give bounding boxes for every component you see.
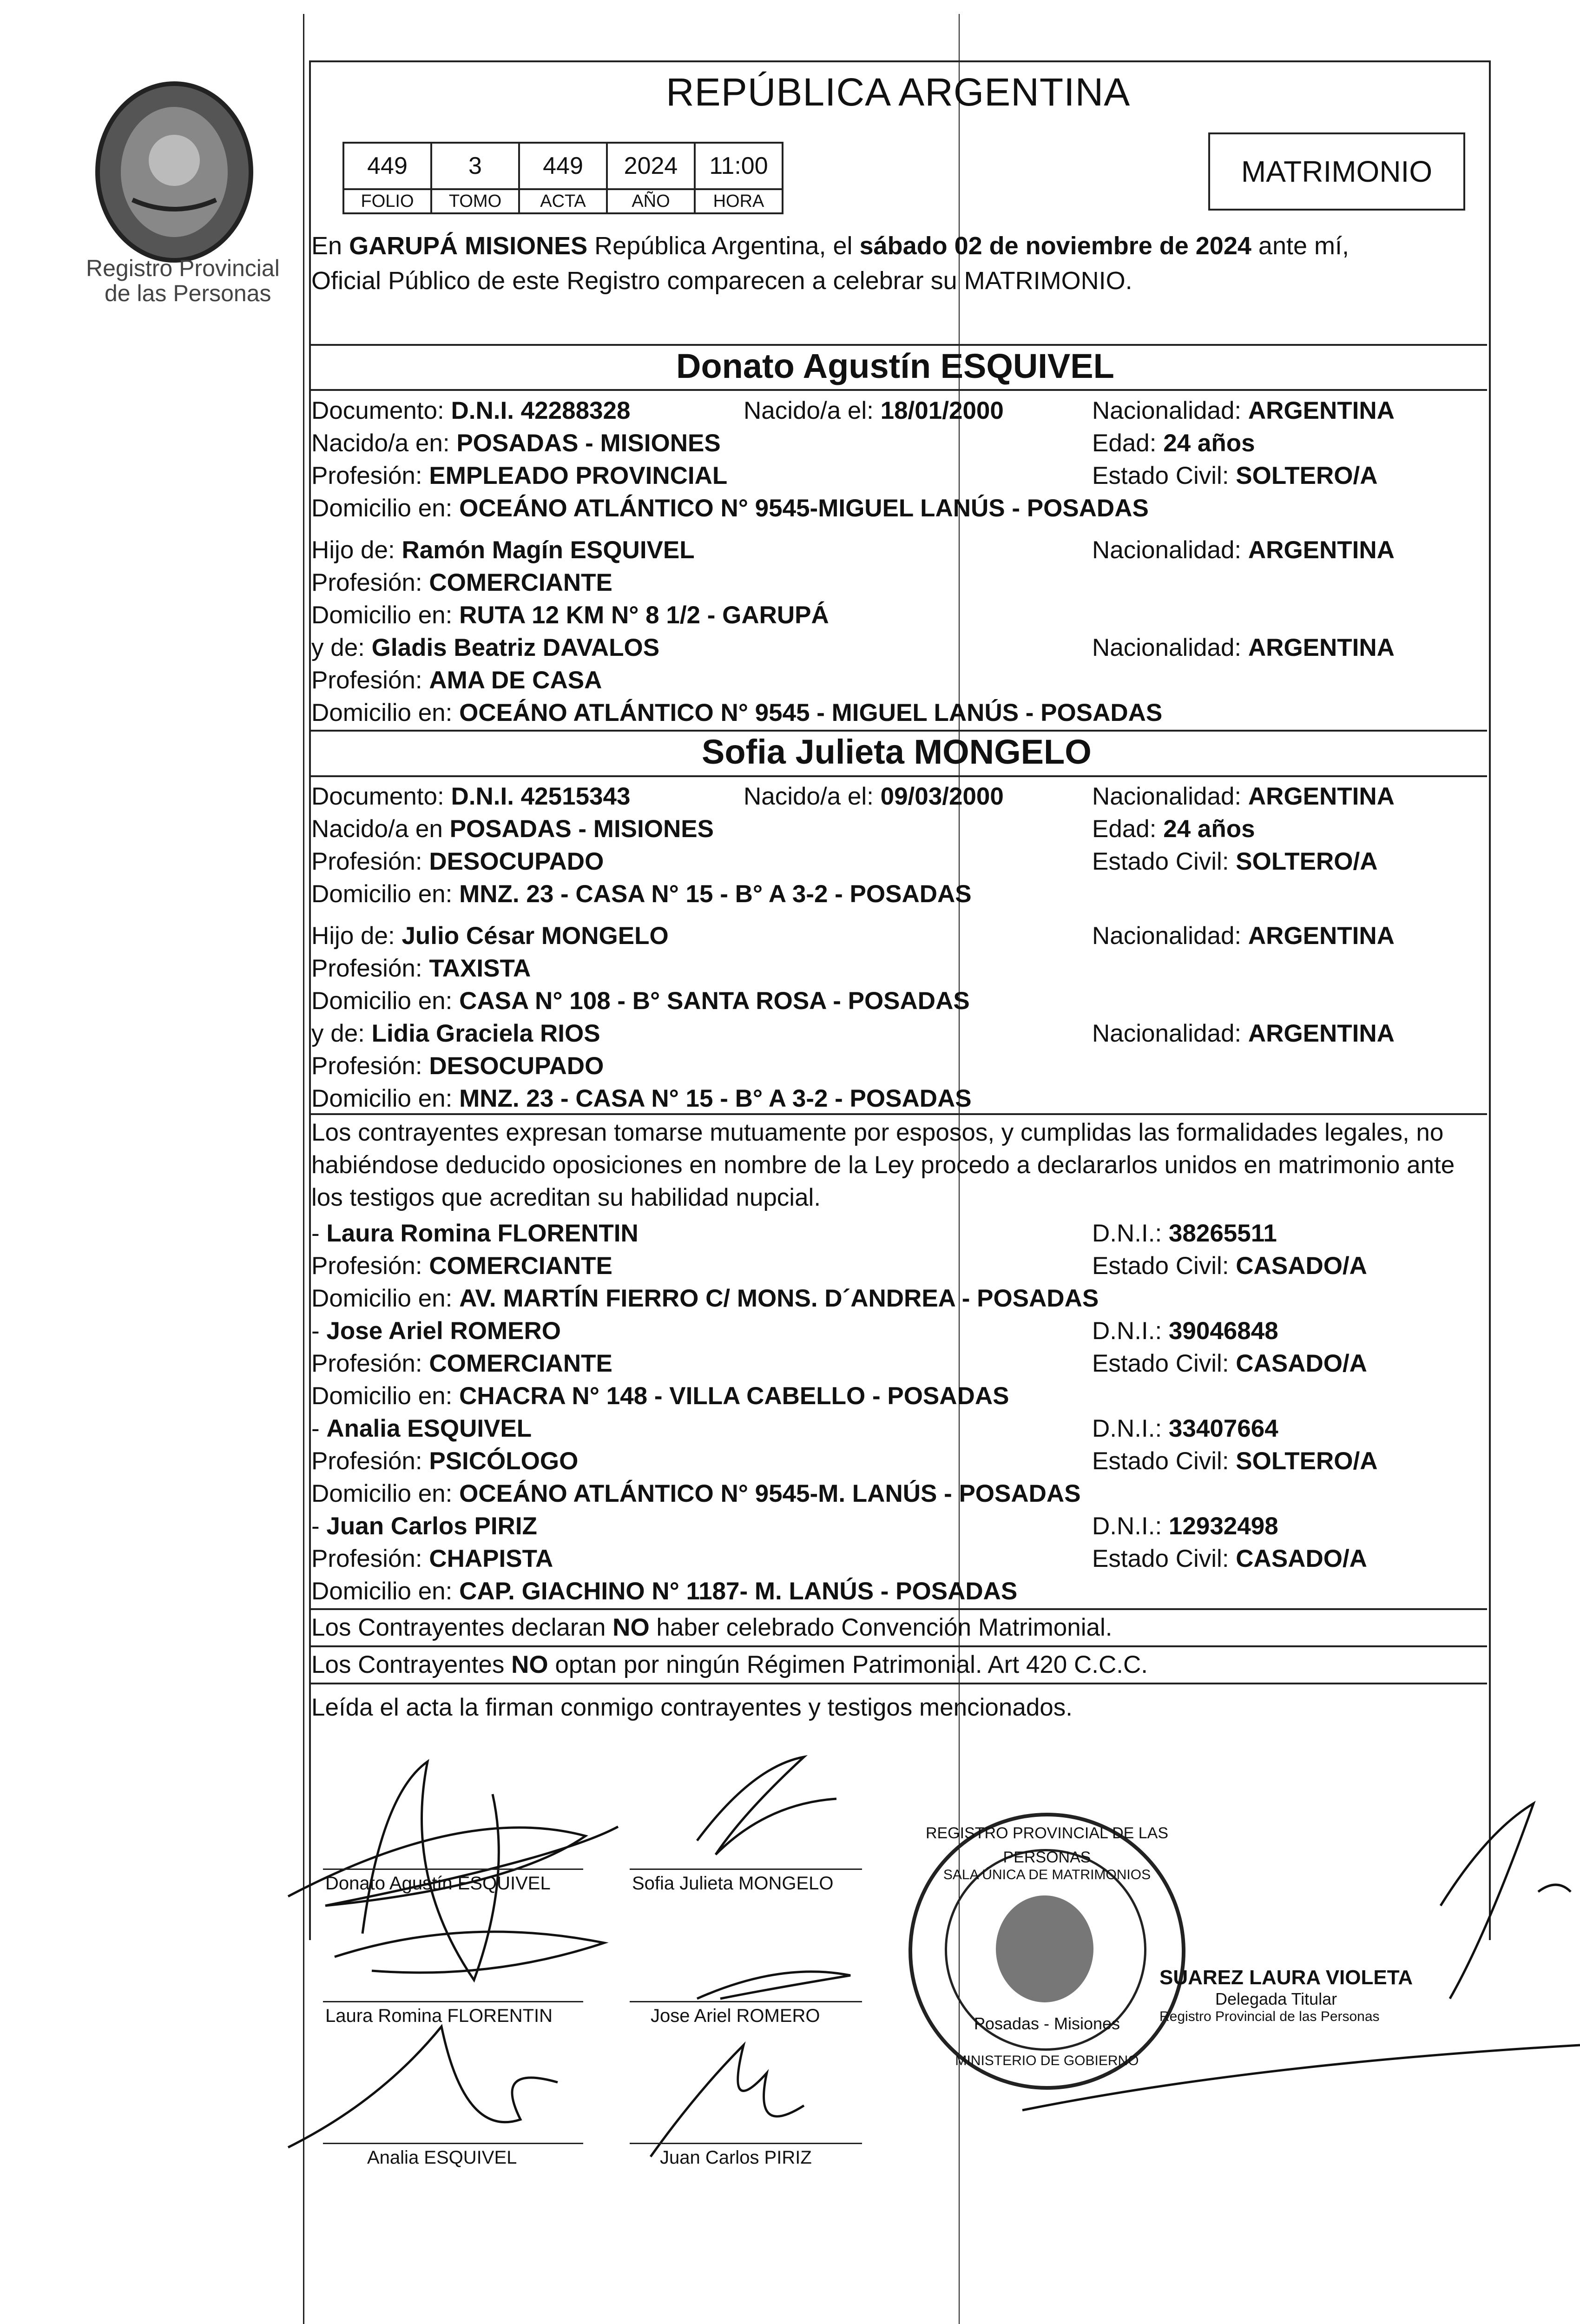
label: Nacionalidad: (1092, 922, 1248, 950)
official-seal (908, 1813, 1185, 2090)
witness-1-civil (1092, 1250, 1367, 1282)
logo-caption-1: Registro Provincial (86, 255, 280, 281)
registry-table (342, 142, 783, 214)
value: Analia ESQUIVEL (326, 1415, 532, 1442)
witness-1-addr (311, 1283, 1099, 1314)
value: CHAPISTA (429, 1545, 553, 1572)
dash: - (311, 1415, 327, 1442)
value: AMA DE CASA (429, 667, 602, 694)
value: POSADAS - MISIONES (456, 429, 721, 457)
intro-text: ante mí, (1251, 232, 1349, 260)
label: Nacido/a en: (311, 429, 457, 457)
groom-mother-nat (1092, 632, 1395, 664)
intro-text: En (311, 232, 349, 260)
value: ARGENTINA (1248, 783, 1395, 810)
value: CASADO/A (1236, 1350, 1367, 1377)
groom-birthplace (311, 428, 721, 459)
section-divider (309, 1113, 1487, 1115)
groom-mother (311, 632, 659, 664)
witness-2-addr (311, 1380, 1009, 1412)
label: Nacionalidad: (1092, 634, 1248, 661)
witness-4-addr (311, 1576, 1017, 1607)
signature-line (323, 2001, 583, 2002)
value: 33407664 (1168, 1415, 1278, 1442)
text: Los Contrayentes declaran (311, 1614, 613, 1641)
groom-born (744, 395, 1004, 427)
officer-stamp (1159, 1966, 1462, 2025)
groom-mother-addr (311, 697, 1162, 729)
value: POSADAS - MISIONES (449, 815, 714, 843)
witness-4-prof (311, 1543, 553, 1575)
value: RUTA 12 KM N° 8 1/2 - GARUPÁ (459, 601, 829, 629)
bride-father-nat (1092, 920, 1395, 952)
seal-inner-text: SALA ÚNICA DE MATRIMONIOS (943, 1867, 1151, 1882)
signature-caption-witness-4: Juan Carlos PIRIZ (660, 2147, 812, 2168)
label: Nacido/a en (311, 815, 450, 843)
intro-text: República Argentina, el (587, 232, 860, 260)
label: Profesión: (311, 1252, 429, 1280)
label: Estado Civil: (1092, 1447, 1236, 1475)
label: Domicilio en: (311, 495, 460, 522)
registry-logo (86, 79, 280, 321)
dash: - (311, 1317, 327, 1345)
value: OCEÁNO ATLÁNTICO N° 9545-M. LANÚS - POSADAS (459, 1480, 1081, 1507)
intro-date: sábado 02 de noviembre de 2024 (859, 232, 1251, 260)
signature-line (630, 1868, 862, 1870)
seal-bottom-text: Posadas - Misiones (974, 2014, 1120, 2033)
witness-2-prof (311, 1348, 612, 1380)
text-bold: NO (511, 1651, 548, 1678)
bride-age (1092, 813, 1255, 845)
value: D.N.I. 42288328 (451, 397, 631, 424)
value: CASA N° 108 - B° SANTA ROSA - POSADAS (459, 987, 970, 1015)
officer-title: Delegada Titular (1215, 1989, 1337, 2008)
value: TAXISTA (429, 955, 531, 982)
hora-value: 11:00 (695, 143, 783, 189)
tomo-label: TOMO (431, 189, 519, 213)
label: Profesión: (311, 1052, 429, 1080)
groom-father-addr (311, 600, 829, 631)
text-bold: NO (612, 1614, 650, 1641)
label: Nacido/a el: (744, 783, 881, 810)
signature-caption-groom: Donato Agustín ESQUIVEL (325, 1873, 551, 1894)
value: Laura Romina FLORENTIN (326, 1220, 639, 1247)
value: CHACRA N° 148 - VILLA CABELLO - POSADAS (459, 1382, 1009, 1410)
witness-2-name (311, 1315, 561, 1347)
declaration-line-2: habiéndose deducido oposiciones en nombre de la Ley procedo a declararlos unidos en matrimonio ante (311, 1151, 1455, 1179)
bride-profession (311, 846, 604, 878)
groom-father-prof (311, 567, 612, 599)
signature-caption-witness-3: Analia ESQUIVEL (367, 2147, 517, 2168)
label: Profesión: (311, 667, 429, 694)
bride-mother-addr (311, 1083, 972, 1115)
section-divider (309, 344, 1487, 346)
bride-father (311, 920, 669, 952)
label: Domicilio en: (311, 1578, 460, 1605)
bride-nationality (1092, 781, 1395, 812)
label: Edad: (1092, 815, 1164, 843)
value: CASADO/A (1236, 1252, 1367, 1280)
groom-age (1092, 428, 1255, 459)
officer-office: Registro Provincial de las Personas (1159, 2009, 1380, 2024)
value: DESOCUPADO (429, 848, 604, 875)
label: Documento: (311, 397, 451, 424)
value: ARGENTINA (1248, 397, 1395, 424)
value: D.N.I. 42515343 (451, 783, 631, 810)
groom-nationality (1092, 395, 1395, 427)
groom-profession (311, 460, 727, 492)
groom-doc (311, 395, 630, 427)
value: COMERCIANTE (429, 1350, 612, 1377)
witness-1-dni (1092, 1218, 1277, 1249)
label: Profesión: (311, 1447, 429, 1475)
section-divider (309, 1645, 1487, 1647)
declaration-line-3: los testigos que acreditan su habilidad nupcial. (311, 1184, 821, 1211)
record-type-box: MATRIMONIO (1208, 132, 1465, 211)
label: Domicilio en: (311, 601, 460, 629)
bride-birthplace (311, 813, 714, 845)
label: Estado Civil: (1092, 1350, 1236, 1377)
label: D.N.I.: (1092, 1220, 1169, 1247)
value: AV. MARTÍN FIERRO C/ MONS. D´ANDREA - POSADAS (459, 1285, 1099, 1312)
label: Domicilio en: (311, 987, 460, 1015)
label: Profesión: (311, 1350, 429, 1377)
section-divider (309, 1608, 1487, 1610)
label: Profesión: (311, 1545, 429, 1572)
witness-1-prof (311, 1250, 612, 1282)
value: PSICÓLOGO (429, 1447, 579, 1475)
groom-civil (1092, 460, 1378, 492)
section-divider (309, 730, 1487, 732)
label: Estado Civil: (1092, 462, 1236, 489)
label: Domicilio en: (311, 699, 460, 726)
label: D.N.I.: (1092, 1415, 1169, 1442)
bride-address (311, 878, 972, 910)
signature-line (630, 2001, 862, 2002)
groom-father (311, 535, 695, 566)
value: CASADO/A (1236, 1545, 1367, 1572)
witness-3-addr (311, 1478, 1081, 1510)
folio-label: FOLIO (343, 189, 431, 213)
signature-line (323, 1868, 583, 1870)
label: Estado Civil: (1092, 848, 1236, 875)
value: EMPLEADO PROVINCIAL (429, 462, 728, 489)
value: Julio César MONGELO (402, 922, 669, 950)
convention-line-2 (311, 1649, 1148, 1681)
signature-line (630, 2143, 862, 2144)
convention-line-1 (311, 1612, 1112, 1644)
bride-civil (1092, 846, 1378, 878)
dash: - (311, 1220, 327, 1247)
folio-value: 449 (343, 143, 431, 189)
groom-mother-prof (311, 665, 602, 696)
label: Profesión: (311, 569, 429, 596)
value: SOLTERO/A (1236, 848, 1378, 875)
signature-caption-witness-1: Laura Romina FLORENTIN (325, 2006, 553, 2026)
tomo-value: 3 (431, 143, 519, 189)
groom-address (311, 493, 1149, 524)
label: Domicilio en: (311, 880, 460, 908)
value: ARGENTINA (1248, 1020, 1395, 1047)
logo-caption-2: de las Personas (105, 280, 271, 306)
label: D.N.I.: (1092, 1317, 1169, 1345)
label: Nacionalidad: (1092, 397, 1248, 424)
groom-father-nat (1092, 535, 1395, 566)
witness-4-dni (1092, 1511, 1278, 1542)
value: MNZ. 23 - CASA N° 15 - B° A 3-2 - POSADAS (459, 1085, 972, 1112)
witness-4-name (311, 1511, 537, 1542)
value: Gladis Beatriz DAVALOS (371, 634, 660, 661)
value: MNZ. 23 - CASA N° 15 - B° A 3-2 - POSADAS (459, 880, 972, 908)
label: Domicilio en: (311, 1480, 460, 1507)
intro-line-2: Oficial Público de este Registro comparecen a celebrar su MATRIMONIO. (311, 267, 1132, 295)
label: Domicilio en: (311, 1382, 460, 1410)
witness-3-dni (1092, 1413, 1278, 1445)
label: Hijo de: (311, 922, 402, 950)
label: Hijo de: (311, 536, 402, 564)
label: y de: (311, 1020, 372, 1047)
bride-father-addr (311, 985, 970, 1017)
witness-3-prof (311, 1446, 578, 1477)
witness-2-civil (1092, 1348, 1367, 1380)
label: Estado Civil: (1092, 1252, 1236, 1280)
text: haber celebrado Convención Matrimonial. (649, 1614, 1113, 1641)
label: Domicilio en: (311, 1085, 460, 1112)
label: y de: (311, 634, 372, 661)
bride-name: Sofia Julieta MONGELO (702, 733, 1092, 771)
value: 09/03/2000 (880, 783, 1004, 810)
acta-value: 449 (519, 143, 607, 189)
value: ARGENTINA (1248, 536, 1395, 564)
text: optan por ningún Régimen Patrimonial. Art 420 C.C.C. (548, 1651, 1148, 1678)
anio-value: 2024 (607, 143, 695, 189)
value: 18/01/2000 (880, 397, 1004, 424)
declaration-line-1: Los contrayentes expresan tomarse mutuamente por esposos, y cumplidas las formalidades legales, no (311, 1119, 1444, 1146)
value: 24 años (1163, 429, 1255, 457)
value: SOLTERO/A (1236, 462, 1378, 489)
seal-ministry-text: MINISTERIO DE GOBIERNO (955, 2053, 1139, 2068)
label: Documento: (311, 783, 451, 810)
anio-label: AÑO (607, 189, 695, 213)
label: Profesión: (311, 848, 429, 875)
label: D.N.I.: (1092, 1512, 1169, 1540)
witness-2-dni (1092, 1315, 1278, 1347)
value: SOLTERO/A (1236, 1447, 1378, 1475)
witness-3-civil (1092, 1446, 1378, 1477)
hora-label: HORA (695, 189, 783, 213)
value: 24 años (1163, 815, 1255, 843)
closing-text: Leída el acta la firman conmigo contrayentes y testigos mencionados. (311, 1694, 1073, 1721)
label: Profesión: (311, 955, 429, 982)
bride-mother (311, 1018, 600, 1050)
label: Nacido/a el: (744, 397, 881, 424)
text: Los Contrayentes (311, 1651, 512, 1678)
acta-label: ACTA (519, 189, 607, 213)
witness-3-name (311, 1413, 532, 1445)
value: Lidia Graciela RIOS (371, 1020, 600, 1047)
officer-name: SUAREZ LAURA VIOLETA (1159, 1966, 1413, 1989)
value: 39046848 (1168, 1317, 1278, 1345)
signature-caption-bride: Sofia Julieta MONGELO (632, 1873, 834, 1894)
witness-1-name (311, 1218, 639, 1249)
value: OCEÁNO ATLÁNTICO N° 9545-MIGUEL LANÚS - POSADAS (459, 495, 1149, 522)
value: DESOCUPADO (429, 1052, 604, 1080)
value: Jose Ariel ROMERO (326, 1317, 561, 1345)
value: COMERCIANTE (429, 1252, 612, 1280)
label: Nacionalidad: (1092, 536, 1248, 564)
section-divider (309, 1683, 1487, 1684)
bride-born (744, 781, 1004, 812)
value: OCEÁNO ATLÁNTICO N° 9545 - MIGUEL LANÚS - POSADAS (459, 699, 1163, 726)
value: 12932498 (1168, 1512, 1278, 1540)
label: Profesión: (311, 462, 429, 489)
value: ARGENTINA (1248, 634, 1395, 661)
bride-mother-prof (311, 1050, 604, 1082)
witness-4-civil (1092, 1543, 1367, 1575)
intro-place: GARUPÁ MISIONES (349, 232, 588, 260)
value: Ramón Magín ESQUIVEL (402, 536, 695, 564)
value: Juan Carlos PIRIZ (326, 1512, 537, 1540)
bride-doc (311, 781, 630, 812)
value: ARGENTINA (1248, 922, 1395, 950)
value: COMERCIANTE (429, 569, 612, 596)
intro-line-1 (311, 230, 1349, 262)
seal-outer-text: REGISTRO PROVINCIAL DE LAS PERSONAS (925, 1824, 1169, 1866)
signature-line (323, 2143, 583, 2144)
groom-name: Donato Agustín ESQUIVEL (676, 347, 1114, 385)
value: 38265511 (1168, 1220, 1277, 1247)
label: Nacionalidad: (1092, 1020, 1248, 1047)
dash: - (311, 1512, 327, 1540)
label: Domicilio en: (311, 1285, 460, 1312)
label: Nacionalidad: (1092, 783, 1248, 810)
section-divider (309, 389, 1487, 391)
signature-caption-witness-2: Jose Ariel ROMERO (651, 2006, 820, 2026)
section-divider (309, 775, 1487, 777)
label: Estado Civil: (1092, 1545, 1236, 1572)
label: Edad: (1092, 429, 1164, 457)
bride-father-prof (311, 953, 531, 984)
bride-mother-nat (1092, 1018, 1395, 1050)
value: CAP. GIACHINO N° 1187- M. LANÚS - POSADAS (459, 1578, 1018, 1605)
page-title: REPÚBLICA ARGENTINA (666, 70, 1131, 114)
